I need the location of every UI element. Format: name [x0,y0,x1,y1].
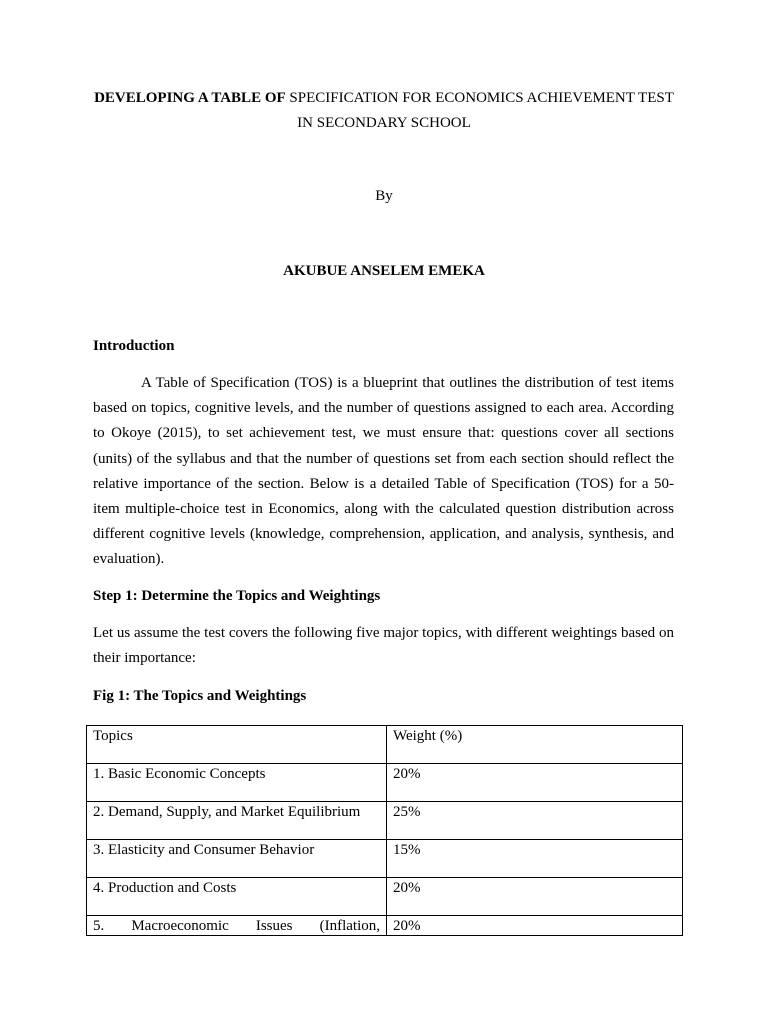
document-title [93,86,675,136]
topic-cell: 4. Production and Costs [87,878,387,916]
topic-cell: 2. Demand, Supply, and Market Equilibrium [87,802,387,840]
topic-cell: 3. Elasticity and Consumer Behavior [87,840,387,878]
title-regular-part: SPECIFICATION FOR ECONOMICS ACHIEVEMENT TEST IN SECONDARY SCHOOL [289,90,674,131]
table-row [87,764,683,802]
step1-heading: Step 1: Determine the Topics and Weightings [93,588,381,604]
table-row [87,802,683,840]
weight-cell: 20% [387,764,683,802]
weight-cell: 25% [387,802,683,840]
topic-cell: 1. Basic Economic Concepts [87,764,387,802]
table-row [87,878,683,916]
title-bold-part: DEVELOPING A TABLE OF [94,90,286,106]
header-weight: Weight (%) [387,726,683,764]
introduction-heading: Introduction [93,338,175,354]
topic-cell [87,916,387,936]
table-row [87,840,683,878]
author-name: AKUBUE ANSELEM EMEKA [283,263,485,279]
table-row [87,916,683,936]
step1-paragraph: Let us assume the test covers the following five major topics, with different weightings based on their importance: [93,625,674,667]
byline: By [375,188,393,204]
weight-cell: 15% [387,840,683,878]
figure-caption: Fig 1: The Topics and Weightings [93,688,307,704]
introduction-paragraph: A Table of Specification (TOS) is a blueprint that outlines the distribution of test items based on topics, cognitive levels, and the number of questions assigned to each area. According to Okoye (2015), to set achievement test, we must ensure that: questions cover all sections (units) of the syllabus and that the number of questions set from each section should reflect the relative importance of the section. Below is a detailed Table of Specification (TOS) for a 50-item multiple-choice test in Economics, along with the calculated question distribution across different cognitive levels (knowledge, comprehension, application, and analysis, synthesis, and evaluation). [93,375,674,568]
topics-weightings-table [86,725,683,936]
header-topics: Topics [87,726,387,764]
weight-cell: 20% [387,878,683,916]
weight-cell: 20% [387,916,683,936]
table-header-row [87,726,683,764]
topic-cell-text: 5. Macroeconomic Issues (Inflation, [93,918,380,934]
